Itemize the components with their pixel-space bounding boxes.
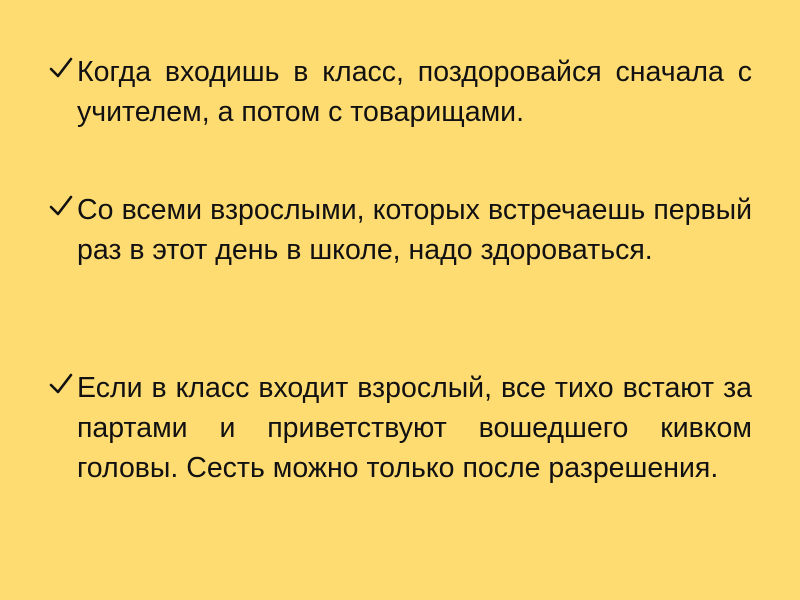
bullet-item	[77, 368, 752, 488]
checkmark-icon	[49, 56, 73, 80]
bullet-item	[77, 190, 752, 270]
bullet-text: Если в класс входит взрослый, все тихо встают за партами и приветствуют вошедшего кивком головы. Сесть можно только после разрешения.	[77, 372, 752, 484]
bullet-item	[77, 52, 752, 132]
bullet-text: Когда входишь в класс, поздоровайся сначала с учителем, а потом с товарищами.	[77, 56, 752, 128]
checkmark-icon	[49, 194, 73, 218]
checkmark-icon	[49, 372, 73, 396]
bullet-text: Со всеми взрослыми, которых встречаешь первый раз в этот день в школе, надо здороваться.	[77, 194, 752, 266]
